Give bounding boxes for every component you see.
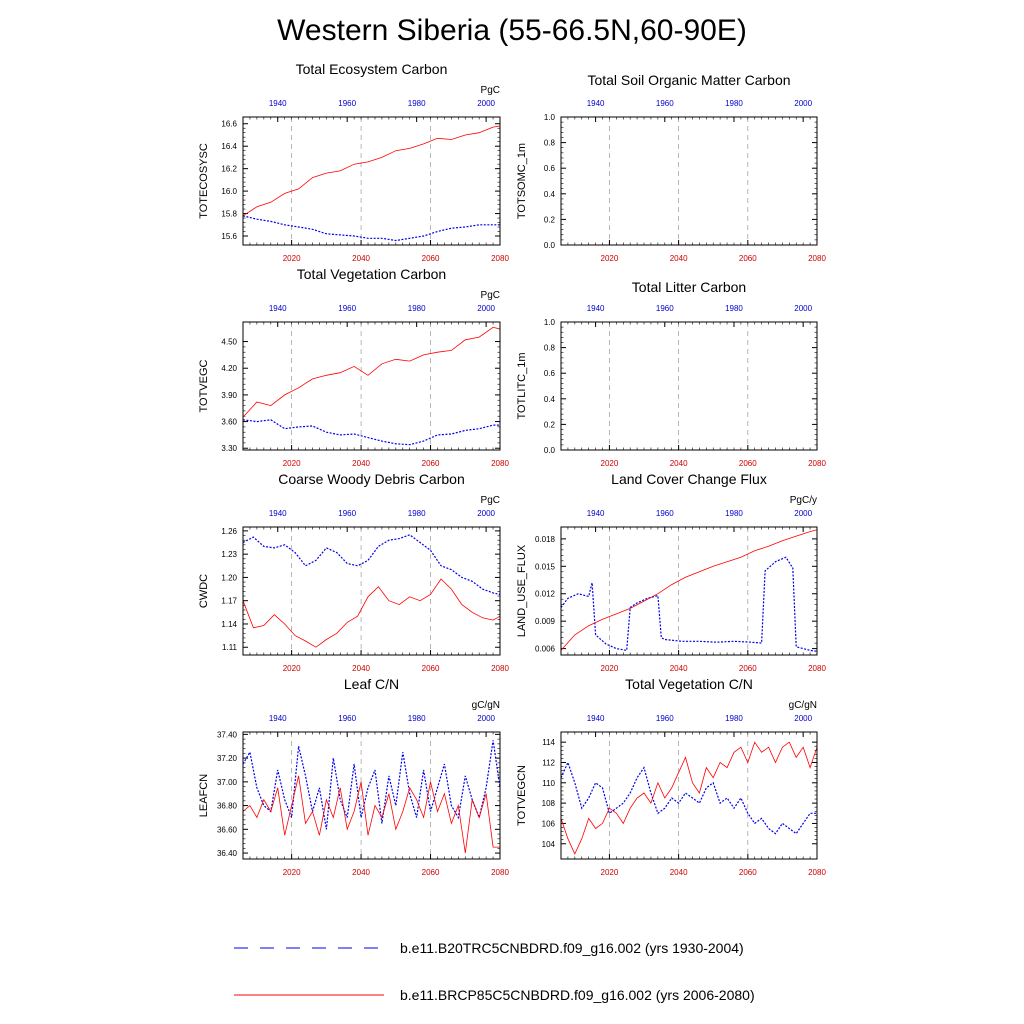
y-axis-label-totsomc: TOTSOMC_1m — [516, 142, 528, 220]
y-tick-label: 1.14 — [221, 619, 237, 629]
x-tick-label-bottom: 2060 — [738, 459, 757, 468]
series-line-historical-totecosysc — [243, 216, 500, 241]
panels-group — [198, 61, 826, 877]
x-tick-label-bottom: 2040 — [352, 868, 370, 877]
series-line-future-totecosysc — [243, 126, 500, 216]
panel-title-totsomc: Total Soil Organic Matter Carbon — [587, 72, 791, 88]
x-tick-label-bottom: 2040 — [352, 254, 370, 263]
panel-totecosysc — [198, 61, 509, 263]
y-tick-label: 16.0 — [221, 187, 237, 197]
x-tick-label-bottom: 2020 — [600, 868, 619, 877]
x-tick-label-top: 1960 — [655, 99, 674, 108]
plot-frame-totsomc — [561, 117, 817, 245]
x-tick-label-top: 2000 — [477, 714, 496, 723]
x-tick-label-top: 1960 — [655, 304, 674, 313]
y-tick-label: 110 — [542, 778, 555, 788]
panel-title-cwdc: Coarse Woody Debris Carbon — [278, 471, 465, 487]
x-tick-label-top: 1980 — [407, 714, 426, 723]
y-tick-label: 4.50 — [221, 337, 237, 347]
y-tick-label: 0.6 — [543, 369, 555, 379]
series-line-historical-totvegc — [243, 420, 500, 445]
x-tick-label-top: 2000 — [477, 99, 496, 108]
panel-totvegc — [198, 266, 509, 468]
y-tick-label: 3.60 — [221, 417, 237, 427]
y-tick-label: 106 — [541, 819, 555, 829]
panel-title-totvegcn: Total Vegetation C/N — [625, 676, 753, 692]
plot-frame-land_use_flux — [561, 527, 817, 655]
x-tick-label-bottom: 2060 — [738, 664, 757, 673]
y-tick-label: 0.009 — [534, 617, 555, 627]
panel-title-totvegc: Total Vegetation Carbon — [296, 266, 447, 282]
y-tick-label: 0.0 — [543, 241, 555, 250]
x-tick-label-bottom: 2020 — [600, 459, 619, 468]
x-tick-label-bottom: 2080 — [491, 868, 509, 877]
legend-entry-future: b.e11.BRCP85C5CNBDRD.f09_g16.002 (yrs 2006-2080) — [400, 987, 755, 1003]
x-tick-label-top: 1960 — [338, 509, 357, 518]
y-tick-label: 16.2 — [221, 164, 237, 174]
x-tick-label-bottom: 2020 — [282, 868, 301, 877]
series-line-future-totvegcn — [561, 742, 817, 854]
plot-frame-leafcn — [243, 732, 500, 859]
x-tick-label-bottom: 2060 — [421, 868, 440, 877]
x-tick-label-bottom: 2080 — [491, 459, 509, 468]
units-label-totecosysc: PgC — [480, 85, 500, 96]
x-tick-label-top: 1940 — [268, 99, 287, 108]
panel-title-totecosysc: Total Ecosystem Carbon — [295, 61, 448, 77]
x-tick-label-top: 1980 — [725, 714, 743, 723]
panel-totlitc — [516, 279, 826, 468]
x-tick-label-bottom: 2080 — [808, 868, 826, 877]
y-tick-label: 1.0 — [543, 318, 555, 327]
y-tick-label: 0.8 — [543, 343, 555, 353]
y-tick-label: 3.90 — [221, 390, 237, 400]
x-tick-label-top: 2000 — [794, 304, 813, 313]
x-tick-label-top: 1940 — [268, 304, 287, 313]
y-tick-label: 4.20 — [221, 364, 237, 374]
y-tick-label: 37.40 — [216, 730, 237, 740]
x-tick-label-bottom: 2040 — [669, 664, 688, 673]
series-line-historical-land_use_flux — [561, 557, 817, 651]
y-tick-label: 0.2 — [543, 420, 555, 430]
series-line-future-cwdc — [243, 579, 500, 647]
y-tick-label: 37.00 — [216, 777, 237, 787]
x-tick-label-top: 1980 — [407, 304, 426, 313]
panel-title-land_use_flux: Land Cover Change Flux — [611, 471, 767, 487]
units-label-totvegcn: gC/gN — [788, 700, 817, 711]
units-label-cwdc: PgC — [480, 495, 500, 506]
panel-title-totlitc: Total Litter Carbon — [631, 279, 747, 295]
x-tick-label-top: 1960 — [655, 714, 674, 723]
y-tick-label: 36.80 — [216, 801, 237, 811]
y-tick-label: 15.8 — [221, 209, 237, 219]
x-tick-label-bottom: 2080 — [808, 254, 826, 263]
x-tick-label-top: 1940 — [268, 714, 287, 723]
y-tick-label: 1.26 — [221, 526, 237, 536]
x-tick-label-top: 1940 — [586, 509, 605, 518]
x-tick-label-bottom: 2080 — [491, 664, 509, 673]
x-tick-label-top: 2000 — [794, 509, 813, 518]
y-tick-label: 0.6 — [543, 164, 555, 174]
x-tick-label-top: 1960 — [655, 509, 674, 518]
y-tick-label: 1.17 — [221, 596, 237, 606]
y-axis-label-totvegcn: TOTVEGCN — [516, 765, 528, 826]
x-tick-label-top: 2000 — [794, 99, 813, 108]
y-tick-label: 1.11 — [222, 643, 237, 653]
y-axis-label-totvegc: TOTVEGC — [198, 359, 210, 413]
y-tick-label: 112 — [542, 758, 555, 768]
legend-entry-historical: b.e11.B20TRC5CNBDRD.f09_g16.002 (yrs 1930-2004) — [400, 940, 744, 956]
x-tick-label-top: 1960 — [338, 714, 357, 723]
x-tick-label-top: 1940 — [586, 99, 605, 108]
x-tick-label-top: 1980 — [725, 304, 743, 313]
y-tick-label: 0.4 — [543, 394, 555, 404]
units-label-land_use_flux: PgC/y — [789, 495, 817, 506]
panel-cwdc — [198, 471, 509, 673]
y-axis-label-totecosysc: TOTECOSYSC — [198, 143, 210, 219]
x-tick-label-top: 1960 — [338, 99, 357, 108]
y-tick-label: 0.0 — [543, 446, 555, 455]
x-tick-label-top: 1980 — [407, 509, 426, 518]
x-tick-label-bottom: 2020 — [600, 254, 619, 263]
x-tick-label-bottom: 2080 — [491, 254, 509, 263]
x-tick-label-top: 1940 — [586, 304, 605, 313]
x-tick-label-top: 2000 — [477, 304, 496, 313]
series-line-future-land_use_flux — [561, 530, 817, 651]
legend — [234, 940, 755, 1003]
x-tick-label-bottom: 2020 — [282, 254, 301, 263]
x-tick-label-bottom: 2060 — [421, 664, 440, 673]
y-tick-label: 3.30 — [221, 444, 237, 454]
x-tick-label-bottom: 2080 — [808, 459, 826, 468]
plot-frame-totvegc — [243, 322, 500, 450]
x-tick-label-bottom: 2060 — [738, 868, 757, 877]
y-tick-label: 0.8 — [543, 138, 555, 148]
plot-frame-totlitc — [561, 322, 817, 450]
page-title: Western Siberia (55-66.5N,60-90E) — [277, 14, 747, 47]
x-tick-label-top: 1940 — [586, 714, 605, 723]
y-tick-label: 15.6 — [221, 232, 237, 242]
y-axis-label-leafcn: LEAFCN — [198, 773, 210, 818]
y-tick-label: 108 — [541, 799, 555, 809]
x-tick-label-bottom: 2020 — [282, 459, 301, 468]
panel-title-leafcn: Leaf C/N — [343, 676, 400, 692]
y-tick-label: 36.40 — [216, 849, 237, 859]
units-label-totvegc: PgC — [480, 290, 500, 301]
y-tick-label: 104 — [541, 839, 555, 849]
x-tick-label-top: 1980 — [725, 99, 743, 108]
y-tick-label: 36.60 — [216, 825, 237, 835]
y-tick-label: 16.4 — [221, 142, 237, 152]
x-tick-label-bottom: 2040 — [669, 459, 688, 468]
y-tick-label: 0.015 — [534, 562, 555, 572]
series-line-historical-cwdc — [243, 535, 500, 595]
series-line-historical-totvegcn — [561, 763, 817, 834]
y-axis-label-land_use_flux: LAND_USE_FLUX — [516, 544, 528, 638]
x-tick-label-bottom: 2060 — [738, 254, 757, 263]
y-tick-label: 0.2 — [543, 215, 555, 225]
units-label-leafcn: gC/gN — [471, 700, 500, 711]
x-tick-label-bottom: 2020 — [600, 664, 619, 673]
panel-land_use_flux — [516, 471, 826, 673]
y-axis-label-cwdc: CWDC — [198, 573, 210, 609]
y-tick-label: 37.20 — [216, 754, 237, 764]
y-tick-label: 0.006 — [534, 644, 555, 654]
x-tick-label-top: 1940 — [268, 509, 287, 518]
x-tick-label-bottom: 2080 — [808, 664, 826, 673]
y-tick-label: 1.23 — [221, 550, 237, 560]
x-tick-label-top: 2000 — [794, 714, 813, 723]
y-axis-label-totlitc: TOTLITC_1m — [516, 352, 528, 420]
series-line-future-totvegc — [243, 327, 500, 417]
y-tick-label: 0.012 — [534, 589, 555, 599]
x-tick-label-bottom: 2060 — [421, 254, 440, 263]
y-tick-label: 16.6 — [221, 119, 237, 129]
x-tick-label-top: 1980 — [725, 509, 743, 518]
x-tick-label-top: 1980 — [407, 99, 426, 108]
y-tick-label: 114 — [542, 738, 555, 748]
x-tick-label-bottom: 2020 — [282, 664, 301, 673]
panel-leafcn — [198, 676, 509, 877]
x-tick-label-bottom: 2040 — [669, 868, 688, 877]
x-tick-label-top: 1960 — [338, 304, 357, 313]
x-tick-label-top: 2000 — [477, 509, 496, 518]
panel-totsomc — [516, 72, 826, 263]
y-tick-label: 0.018 — [534, 534, 555, 544]
panel-totvegcn — [516, 676, 826, 877]
x-tick-label-bottom: 2060 — [421, 459, 440, 468]
y-tick-label: 1.0 — [543, 113, 555, 122]
y-tick-label: 0.4 — [543, 189, 555, 199]
x-tick-label-bottom: 2040 — [352, 664, 370, 673]
x-tick-label-bottom: 2040 — [352, 459, 370, 468]
x-tick-label-bottom: 2040 — [669, 254, 688, 263]
y-tick-label: 1.20 — [221, 573, 237, 583]
